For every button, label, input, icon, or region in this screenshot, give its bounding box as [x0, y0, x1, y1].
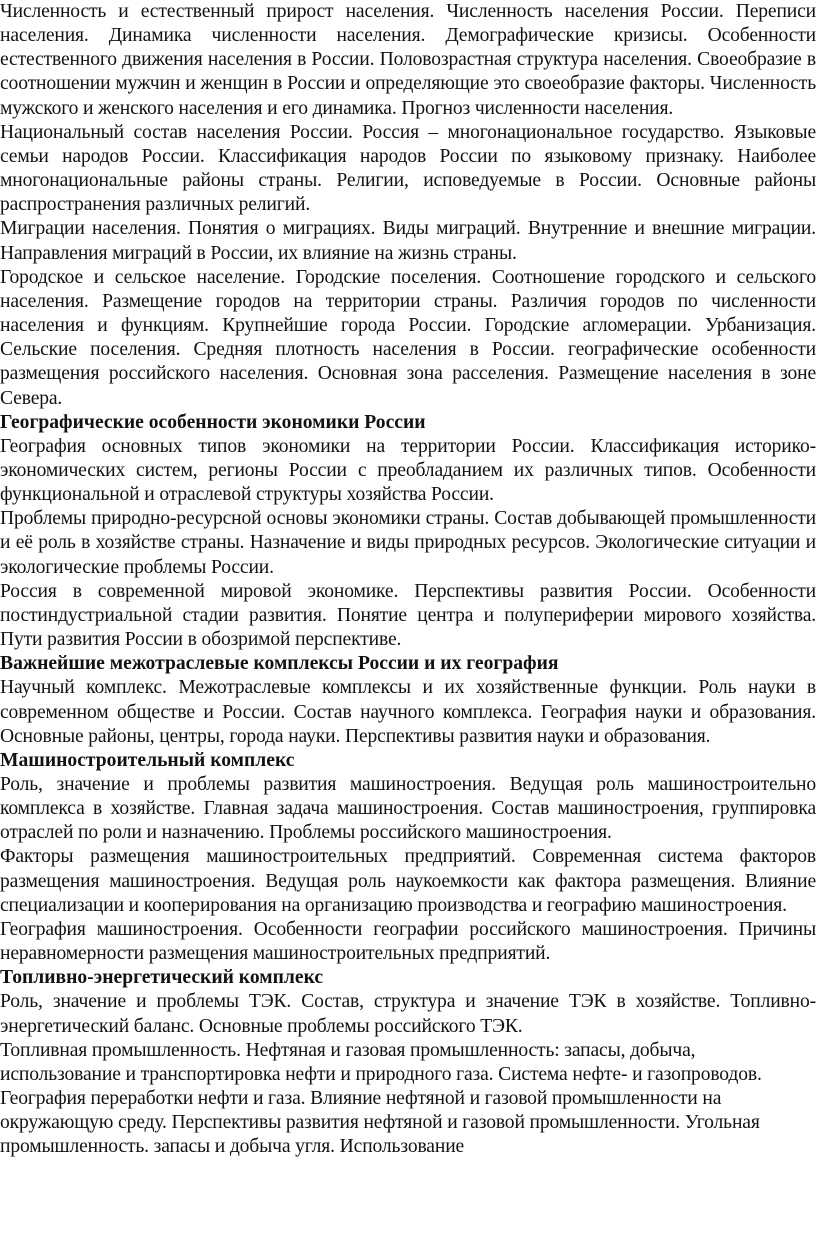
paragraph-world-economy: Россия в современной мировой экономике. Перспективы развития России. Особенности постиндустриальной стадии развития. Понятие центра и полупериферии мирового хозяйства. Пути развития России в обозримой перспективе. [0, 580, 816, 651]
paragraph-fuel-industry: Топливная промышленность. Нефтяная и газовая промышленность: запасы, добыча, использование и транспортировка нефти и природного газа. Система нефте- и газопроводов. География переработки нефти и газа. Влияние нефтяной и газовой промышленности на окружающую среду. Перспективы развития нефтяной и газовой промышленности. Угольная промышленность. запасы и добыча угля. Использование [0, 1039, 762, 1158]
paragraph-natural-resources: Проблемы природно-ресурсной основы экономики страны. Состав добывающей промышленности и её роль в хозяйстве страны. Назначение и виды природных ресурсов. Экологические ситуации и экологические проблемы России. [0, 508, 816, 578]
paragraph-economy-types: География основных типов экономики на территории России. Классификация историко-экономических систем, регионы России с преобладанием их различных типов. Особенности функциональной и отраслевой структуры хозяйства России. [0, 435, 816, 506]
heading-economy-features: Географические особенности экономики России [0, 411, 426, 433]
heading-fuel-energy: Топливно-энергетический комплекс [0, 967, 324, 989]
paragraph-science-complex: Научный комплекс. Межотраслевые комплексы и их хозяйственные функции. Роль науки в современном обществе и России. Состав научного комплекса. География науки и образования. Основные районы, центры, города науки. Перспективы развития науки и образования. [0, 677, 816, 747]
paragraph-fuel-energy-role: Роль, значение и проблемы ТЭК. Состав, структура и значение ТЭК в хозяйстве. Топливно-энергетический баланс. Основные проблемы российского ТЭК. [0, 991, 816, 1037]
heading-machine-building: Машиностроительный комплекс [0, 749, 295, 771]
paragraph-urban-rural: Городское и сельское население. Городские поселения. Соотношение городского и сельского населения. Размещение городов на территории страны. Различия городов по численности населения и функциям. Крупнейшие города России. Городские агломерации. Урбанизация. Сельские поселения. Средняя плотность населения в России. географические особенности размещения российского населения. Основная зона расселения. Размещение населения в зоне Севера. [0, 266, 816, 409]
paragraph-national-composition: Национальный состав населения России. Россия – многонациональное государство. Языковые семьи народов России. Классификация народов России по языковому признаку. Наиболее многонациональные районы страны. Религии, исповедуемые в России. Основные районы распространения различных религий. [0, 121, 816, 216]
paragraph-machine-building-geography: География машиностроения. Особенности географии российского машиностроения. Причины неравномерности размещения машиностроительных предприятий. [0, 918, 816, 965]
heading-intersectoral-complexes: Важнейшие межотраслевые комплексы России и их география [0, 653, 559, 675]
paragraph-machine-building-factors: Факторы размещения машиностроительных предприятий. Современная система факторов размещения машиностроения. Ведущая роль наукоемкости как фактора размещения. Влияние специализации и кооперирования на организацию производства и географию машиностроения. [0, 846, 816, 916]
paragraph-population-size: Численность и естественный прирост населения. Численность населения России. Переписи населения. Динамика численности населения. Демографические кризисы. Особенности естественного движения населения в России. Половозрастная структура населения. Своеобразие в соотношении мужчин и женщин в России и определяющие это своеобразие факторы. Численность мужского и женского населения и его динамика. Прогноз численности населения. [0, 1, 816, 119]
paragraph-migrations: Миграции населения. Понятия о миграциях. Виды миграций. Внутренние и внешние миграции. Направления миграций в России, их влияние на жизнь страны. [0, 218, 816, 264]
paragraph-machine-building-role: Роль, значение и проблемы развития машиностроения. Ведущая роль машиностроительно комплекса в хозяйстве. Главная задача машиностроения. Состав машиностроения, группировка отраслей по роли и назначению. Проблемы российского машиностроения. [0, 774, 816, 844]
